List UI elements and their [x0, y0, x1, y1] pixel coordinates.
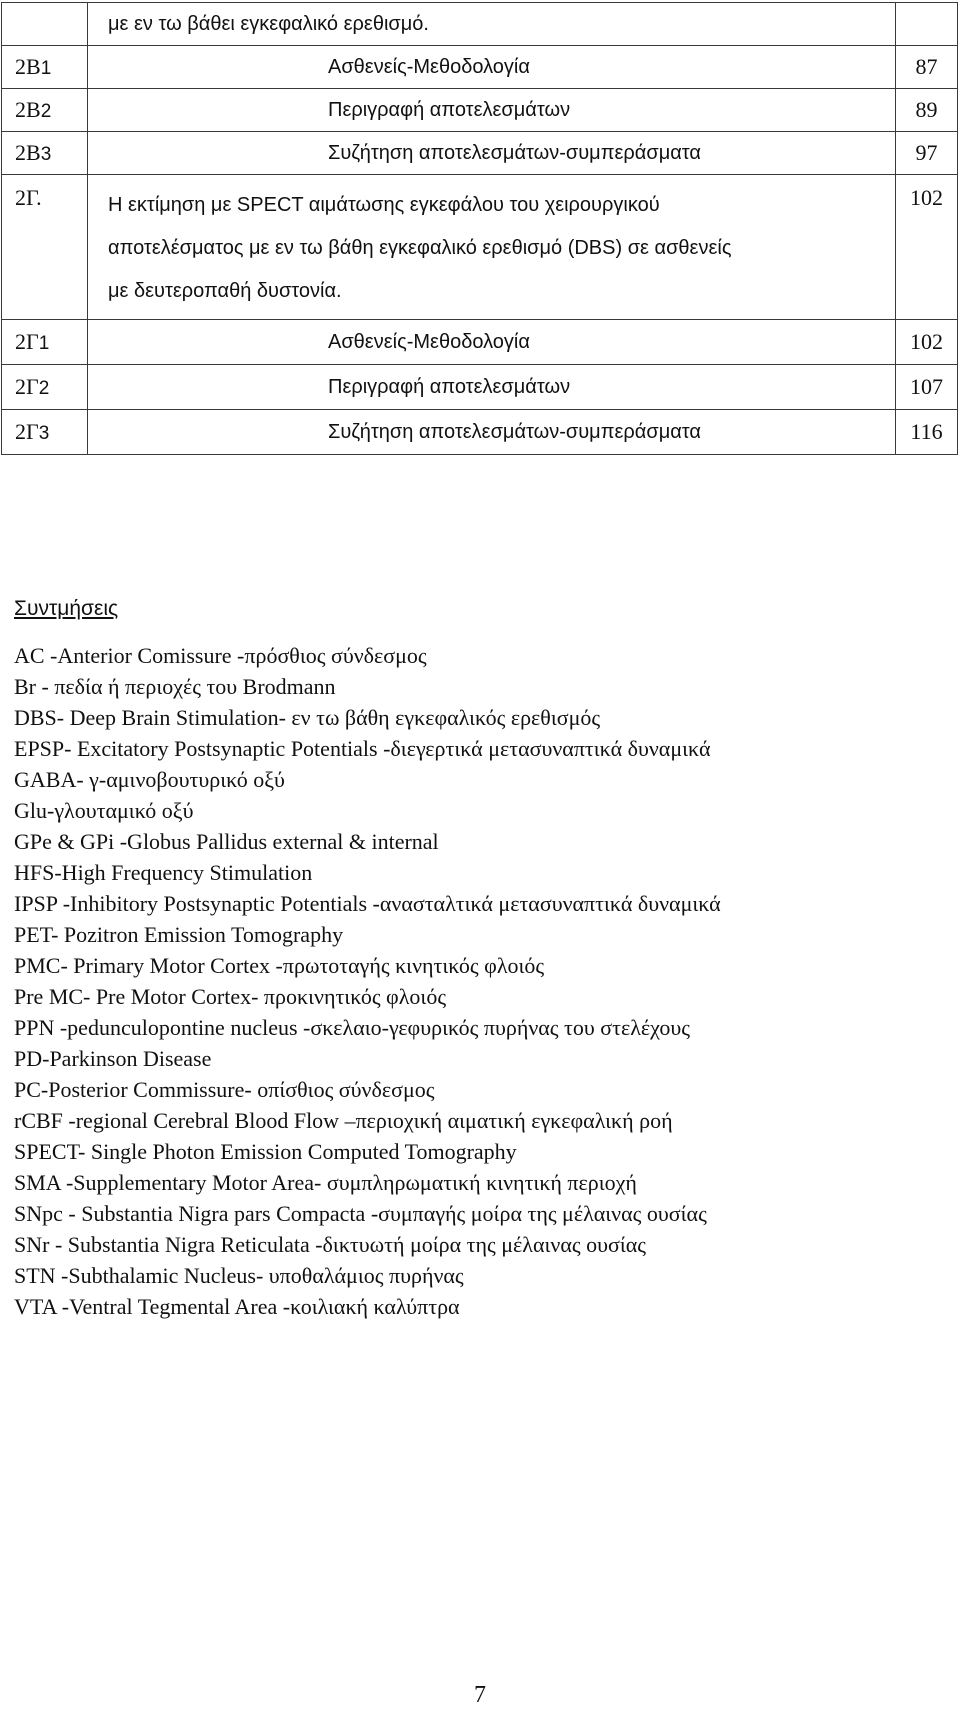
toc-title: Ασθενείς-Μεθοδολογία: [88, 320, 896, 365]
page-number: 7: [474, 1682, 486, 1708]
toc-title: Περιγραφή αποτελεσμάτων: [88, 365, 896, 410]
abbreviation-item: rCBF -regional Cerebral Blood Flow –περιοχική αιματική εγκεφαλική ροή: [14, 1108, 673, 1133]
abbreviation-item: EPSP- Excitatory Postsynaptic Potentials -διεγερτικά μετασυναπτικά δυναμικά: [14, 736, 711, 761]
abbreviation-item: SNr - Substantia Nigra Reticulata -δικτυωτή μοίρα της μέλαινας ουσίας: [14, 1232, 646, 1257]
toc-code: 2Β3: [2, 132, 88, 175]
abbreviation-item: PMC- Primary Motor Cortex -πρωτοταγής κινητικός φλοιός: [14, 953, 545, 978]
abbreviation-item: Br - πεδία ή περιοχές του Brodmann: [14, 674, 336, 699]
toc-code: 2Γ2: [2, 365, 88, 410]
toc-page: 97: [896, 132, 958, 175]
abbreviations-heading: Συντμήσεις: [14, 597, 119, 620]
toc-page: 116: [896, 410, 958, 455]
toc-row: [2, 46, 958, 89]
abbreviation-item: Glu-γλουταμικό οξύ: [14, 798, 194, 823]
toc-code: 2Β2: [2, 89, 88, 132]
abbreviation-item: HFS-High Frequency Stimulation: [14, 860, 313, 885]
toc-section-title: [88, 175, 896, 320]
toc-section-line: με δευτεροπαθή δυστονία.: [108, 279, 342, 302]
abbreviation-item: AC -Anterior Comissure -πρόσθιος σύνδεσμος: [14, 643, 427, 668]
abbreviation-item: DBS- Deep Brain Stimulation- εν τω βάθη εγκεφαλικός ερεθισμός: [14, 705, 601, 730]
abbreviation-item: PC-Posterior Commissure- οπίσθιος σύνδεσμος: [14, 1077, 435, 1102]
toc-section-line: Η εκτίμηση με SPECT αιμάτωσης εγκεφάλου του χειρουργικού: [108, 193, 660, 216]
toc-code: 2Γ3: [2, 410, 88, 455]
toc-code: [2, 3, 88, 46]
toc-row: [2, 365, 958, 410]
abbreviation-item: PPN -pedunculopontine nucleus -σκελαιο-γεφυρικός πυρήνας του στελέχους: [14, 1015, 690, 1040]
toc-row: [2, 132, 958, 175]
abbreviation-item: GABA- γ-αμινοβουτυρικό οξύ: [14, 767, 285, 792]
toc-section-row: [2, 175, 958, 320]
toc-title: Περιγραφή αποτελεσμάτων: [88, 89, 896, 132]
abbreviation-item: SMA -Supplementary Motor Area- συμπληρωματική κινητική περιοχή: [14, 1170, 637, 1195]
toc-page: 102: [896, 320, 958, 365]
table-of-contents: [1, 2, 958, 455]
toc-section-line: αποτελέσματος με εν τω βάθη εγκεφαλικό ερεθισμό (DBS) σε ασθενείς: [108, 236, 732, 259]
abbreviation-item: IPSP -Inhibitory Postsynaptic Potentials -ανασταλτικά μετασυναπτικά δυναμικά: [14, 891, 721, 916]
abbreviations-list: [14, 640, 721, 1322]
toc-page: 107: [896, 365, 958, 410]
toc-page: 87: [896, 46, 958, 89]
abbreviation-item: PET- Pozitron Emission Tomography: [14, 922, 344, 947]
toc-row: [2, 320, 958, 365]
toc-title: με εν τω βάθει εγκεφαλικό ερεθισμό.: [88, 3, 896, 46]
toc-page: 89: [896, 89, 958, 132]
toc-title: Συζήτηση αποτελεσμάτων-συμπεράσματα: [88, 410, 896, 455]
abbreviation-item: VTA -Ventral Tegmental Area -κοιλιακή καλύπτρα: [14, 1294, 460, 1319]
abbreviation-item: SNpc - Substantia Nigra pars Compacta -συμπαγής μοίρα της μέλαινας ουσίας: [14, 1201, 707, 1226]
abbreviation-item: GPe & GPi -Globus Pallidus external & internal: [14, 829, 439, 854]
abbreviation-item: SPECT- Single Photon Emission Computed Tomography: [14, 1139, 517, 1164]
toc-row: [2, 89, 958, 132]
toc-title: Συζήτηση αποτελεσμάτων-συμπεράσματα: [88, 132, 896, 175]
toc-row-continuation: [2, 3, 958, 46]
abbreviation-item: PD-Parkinson Disease: [14, 1046, 212, 1071]
abbreviation-item: Pre MC- Pre Motor Cortex- προκινητικός φλοιός: [14, 984, 447, 1009]
toc-page: [896, 3, 958, 46]
toc-code: 2Γ1: [2, 320, 88, 365]
abbreviation-item: STN -Subthalamic Nucleus- υποθαλάμιος πυρήνας: [14, 1263, 464, 1288]
toc-row: [2, 410, 958, 455]
toc-code: 2Γ.: [2, 175, 88, 320]
toc-page: 102: [896, 175, 958, 320]
toc-code: 2Β1: [2, 46, 88, 89]
toc-title: Ασθενείς-Μεθοδολογία: [88, 46, 896, 89]
